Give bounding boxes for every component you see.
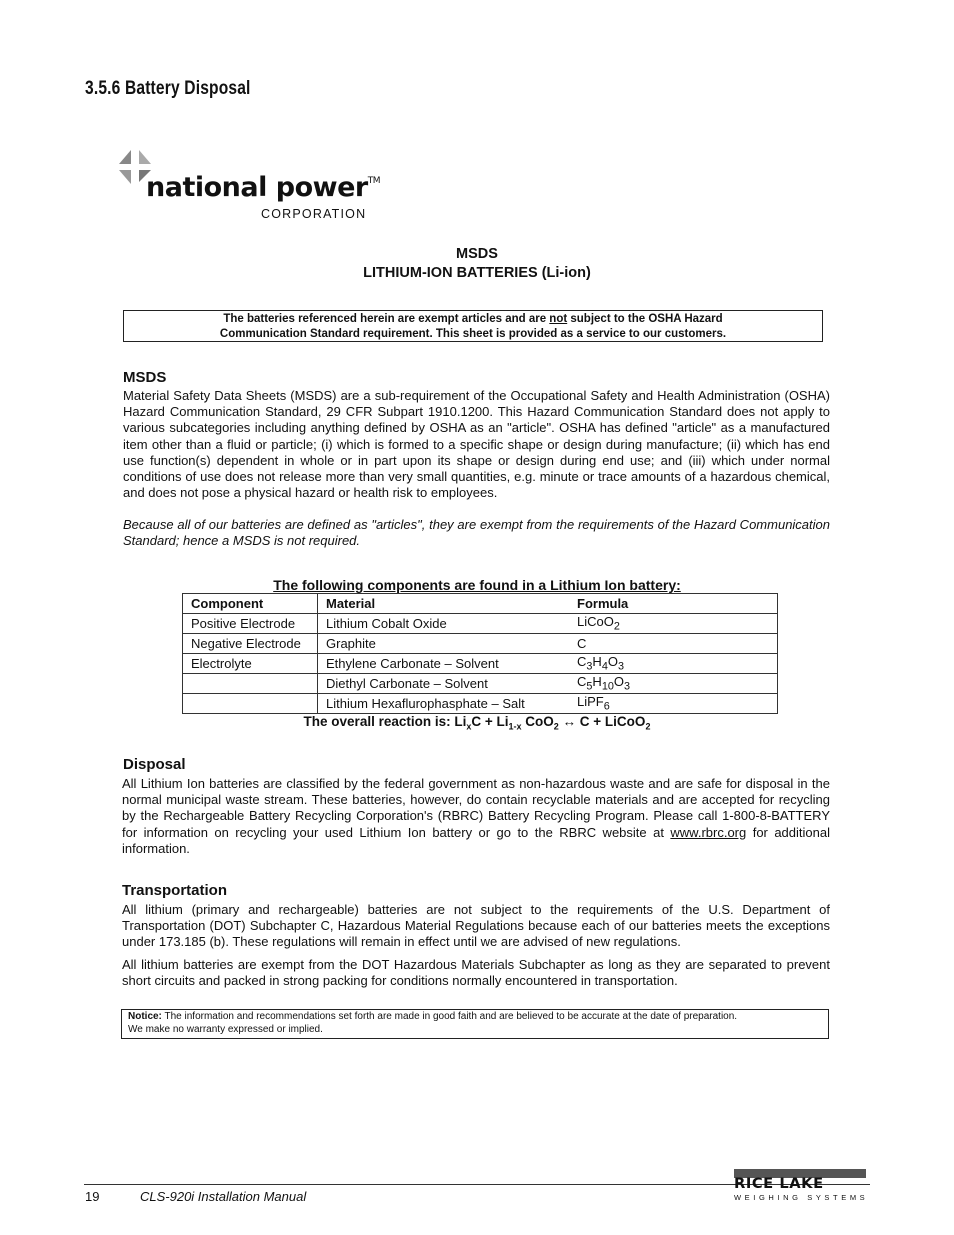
table-row (183, 694, 778, 714)
cell-formula: $C_5H_{10}O_3$ (569, 674, 778, 694)
cell-component (183, 694, 318, 714)
logo-wordmark: national power™ (146, 172, 380, 203)
logo-corporation: CORPORATION (261, 207, 367, 221)
components-caption: The following components are found in a Lithium Ion battery: (273, 577, 681, 593)
cell-component: Positive Electrode (183, 614, 318, 634)
table-row (183, 654, 778, 674)
overall-reaction: The overall reaction is: $Li_xC + Li_{1-x}$ CoO$_2$ ↔ C + LiCoO$_2$ (303, 714, 651, 732)
cell-component (183, 674, 318, 694)
msds-heading: MSDS (123, 369, 167, 386)
cell-material: Diethyl Carbonate – Solvent (318, 674, 570, 694)
rbrc-link[interactable]: www.rbrc.org (670, 824, 747, 840)
components-table (182, 593, 778, 714)
table-row (183, 634, 778, 654)
manual-title: CLS-920i Installation Manual (140, 1189, 307, 1204)
cell-formula: $C_3H_4O_3$ (569, 654, 778, 674)
exempt-notice-box: The batteries referenced herein are exempt articles and are not subject to the OSHA Hazard Communication Standard requirement. This sheet is provided as a service to our customers. (123, 310, 823, 342)
cell-formula: LiCoO$_2$ (569, 614, 778, 634)
disposal-heading: Disposal (123, 756, 186, 773)
cell-material: Lithium Hexaflurophasphate – Salt (318, 694, 570, 714)
cell-material: Lithium Cobalt Oxide (318, 614, 570, 634)
document-title: MSDS LITHIUM-ION BATTERIES (Li-ion) (363, 246, 591, 281)
cell-formula: C (569, 634, 778, 654)
table-row (183, 614, 778, 634)
notice-box: Notice: The information and recommendations set forth are made in good faith and are believed to be accurate at the date of preparation. We make no warranty expressed or implied. (121, 1009, 829, 1039)
cell-formula: LiPF$_6$ (569, 694, 778, 714)
header-component: Component (183, 594, 318, 614)
header-material: Material (318, 594, 570, 614)
msds-body: Material Safety Data Sheets (MSDS) are a sub-requirement of the Occupational Safety and Health Administration (OSHA) Hazard Communication Standard, 29 CFR Subpart 1910.1200. This Hazard Communication Standard does not apply to various subcategories including anything defined by OSHA as an "article". OSHA has defined "article" as a manufactured item other than a fluid or particle; (i) which is formed to a specific shape or design during manufacture; (ii) which has end use function(s) dependent in whole or in part upon its shape or design during end use; and (iii) which under normal conditions of use does not release more than very small quantities, e.g. minute or trace amounts of a hazardous chemical, and does not pose a physical hazard or health risk to employees. (123, 388, 830, 501)
rice-lake-tagline: WEIGHING SYSTEMS (734, 1193, 869, 1202)
transportation-heading: Transportation (122, 882, 228, 899)
cell-component: Electrolyte (183, 654, 318, 674)
table-header-row (183, 594, 778, 614)
cell-material: Graphite (318, 634, 570, 654)
cell-component: Negative Electrode (183, 634, 318, 654)
rice-lake-logo: RICE LAKE (734, 1176, 824, 1192)
section-heading: 3.5.6 Battery Disposal (85, 78, 251, 99)
msds-italic-note: Because all of our batteries are defined as "articles", they are exempt from the requirements of the Hazard Communication Standard; hence a MSDS is not required. (123, 517, 830, 549)
transportation-body-1: All lithium (primary and rechargeable) batteries are not subject to the requirements of the U.S. Department of Transportation (DOT) Subchapter C, Hazardous Material Regulations because each of our batteries meets the exceptions under 173.185 (b). These regulations will remain in effect until we are advised of new regulations. (122, 902, 830, 950)
disposal-body: All Lithium Ion batteries are classified by the federal government as non-hazardous waste and are safe for disposal in the normal municipal waste stream. These batteries, however, do contain recyclable materials and are accepted for recycling by the Rechargeable Battery Recycling Corporation's (RBRC) Battery Recycling Program. Please call 1-800-8-BATTERY for information on recycling your used Lithium Ion battery or go to the RBRC website at www.rbrc.org for additional information. (122, 776, 830, 856)
cell-material: Ethylene Carbonate – Solvent (318, 654, 570, 674)
transportation-body-2: All lithium batteries are exempt from the DOT Hazardous Materials Subchapter as long as they are separated to prevent short circuits and packed in strong packing for conditions normally encountered in transportation. (122, 957, 830, 989)
header-formula: Formula (569, 594, 778, 614)
table-row (183, 674, 778, 694)
page-number: 19 (85, 1189, 100, 1204)
